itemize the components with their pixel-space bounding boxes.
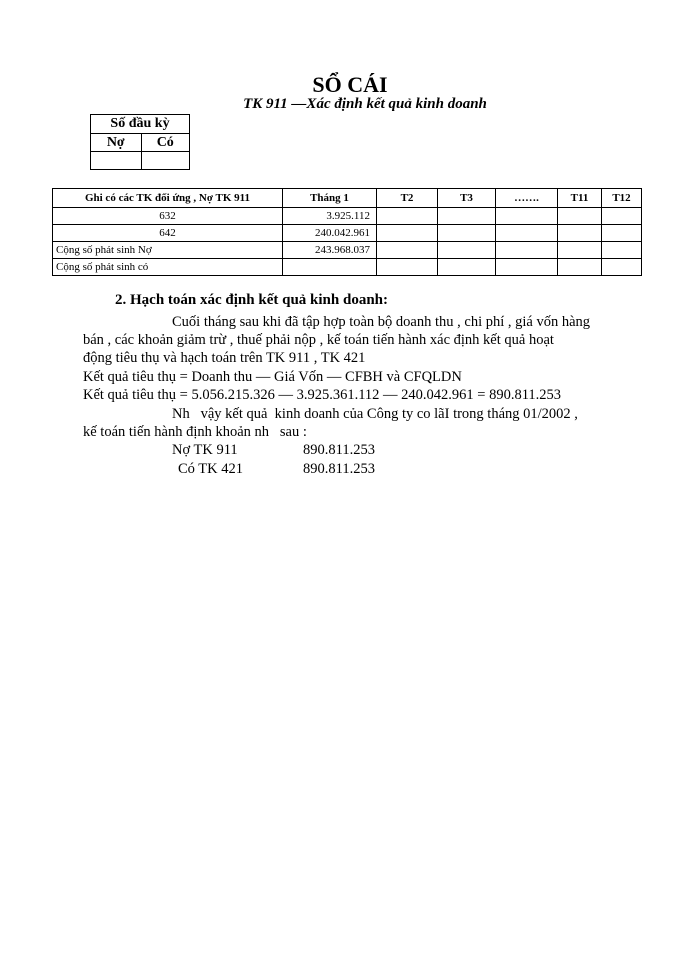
paragraph-line: Cuối tháng sau khi đã tập hợp toàn bộ doanh thu , chi phí , giá vốn hàng: [172, 314, 591, 330]
row-account: 632: [53, 208, 283, 225]
entry-debit-label: Nợ TK 911: [172, 442, 238, 458]
opening-credit-cell: [141, 152, 190, 170]
ledger-header-month1: Tháng 1: [283, 189, 377, 208]
formula-line: Kết quả tiêu thụ = Doanh thu — Giá Vốn — CFBH và CFQLDN: [83, 369, 462, 385]
row-month1: 3.925.112: [283, 208, 377, 225]
entry-debit-value: 890.811.253: [303, 442, 375, 458]
ledger-header-row: [53, 189, 642, 208]
page-title: SỔ CÁI: [312, 72, 388, 97]
opening-balance-title: Số đầu kỳ: [91, 115, 190, 134]
table-row: [53, 242, 642, 259]
entry-credit-label: Có TK 421: [178, 461, 243, 477]
page-subtitle: TK 911 —Xác định kết quả kinh doanh: [243, 96, 487, 112]
row-account: 642: [53, 225, 283, 242]
section-heading: 2. Hạch toán xác định kết quả kinh doanh:: [115, 292, 389, 308]
entry-credit-value: 890.811.253: [303, 461, 375, 477]
opening-credit-header: Có: [141, 134, 190, 152]
row-month1: [283, 259, 377, 276]
table-row: [53, 225, 642, 242]
paragraph-line: kế toán tiến hành định khoản nh sau :: [83, 424, 307, 440]
row-account: Cộng số phát sinh Nợ: [53, 242, 283, 259]
row-account: Cộng số phát sinh có: [53, 259, 283, 276]
ledger-header-t11: T11: [558, 189, 602, 208]
ledger-table: [52, 188, 642, 276]
opening-debit-header: Nợ: [91, 134, 142, 152]
ledger-header-t3: T3: [438, 189, 496, 208]
table-row: [53, 208, 642, 225]
row-month1: 240.042.961: [283, 225, 377, 242]
row-month1: 243.968.037: [283, 242, 377, 259]
paragraph-line: Nh vậy kết quả kinh doanh của Công ty co lãI trong tháng 01/2002 ,: [172, 406, 578, 422]
ledger-header-account: Ghi có các TK đối ứng , Nợ TK 911: [53, 189, 283, 208]
ledger-header-ellipsis: …….: [496, 189, 558, 208]
calculation-line: Kết quả tiêu thụ = 5.056.215.326 — 3.925.361.112 — 240.042.961 = 890.811.253: [83, 387, 562, 403]
opening-debit-cell: [91, 152, 142, 170]
paragraph-line: động tiêu thụ và hạch toán trên TK 911 , TK 421: [83, 350, 366, 366]
table-row: [53, 259, 642, 276]
paragraph-line: bán , các khoản giảm trừ , thuế phải nộp , kế toán tiến hành xác định kết quả hoạt: [83, 332, 554, 348]
ledger-header-t12: T12: [602, 189, 642, 208]
ledger-header-t2: T2: [377, 189, 438, 208]
opening-balance-table: [90, 114, 190, 170]
